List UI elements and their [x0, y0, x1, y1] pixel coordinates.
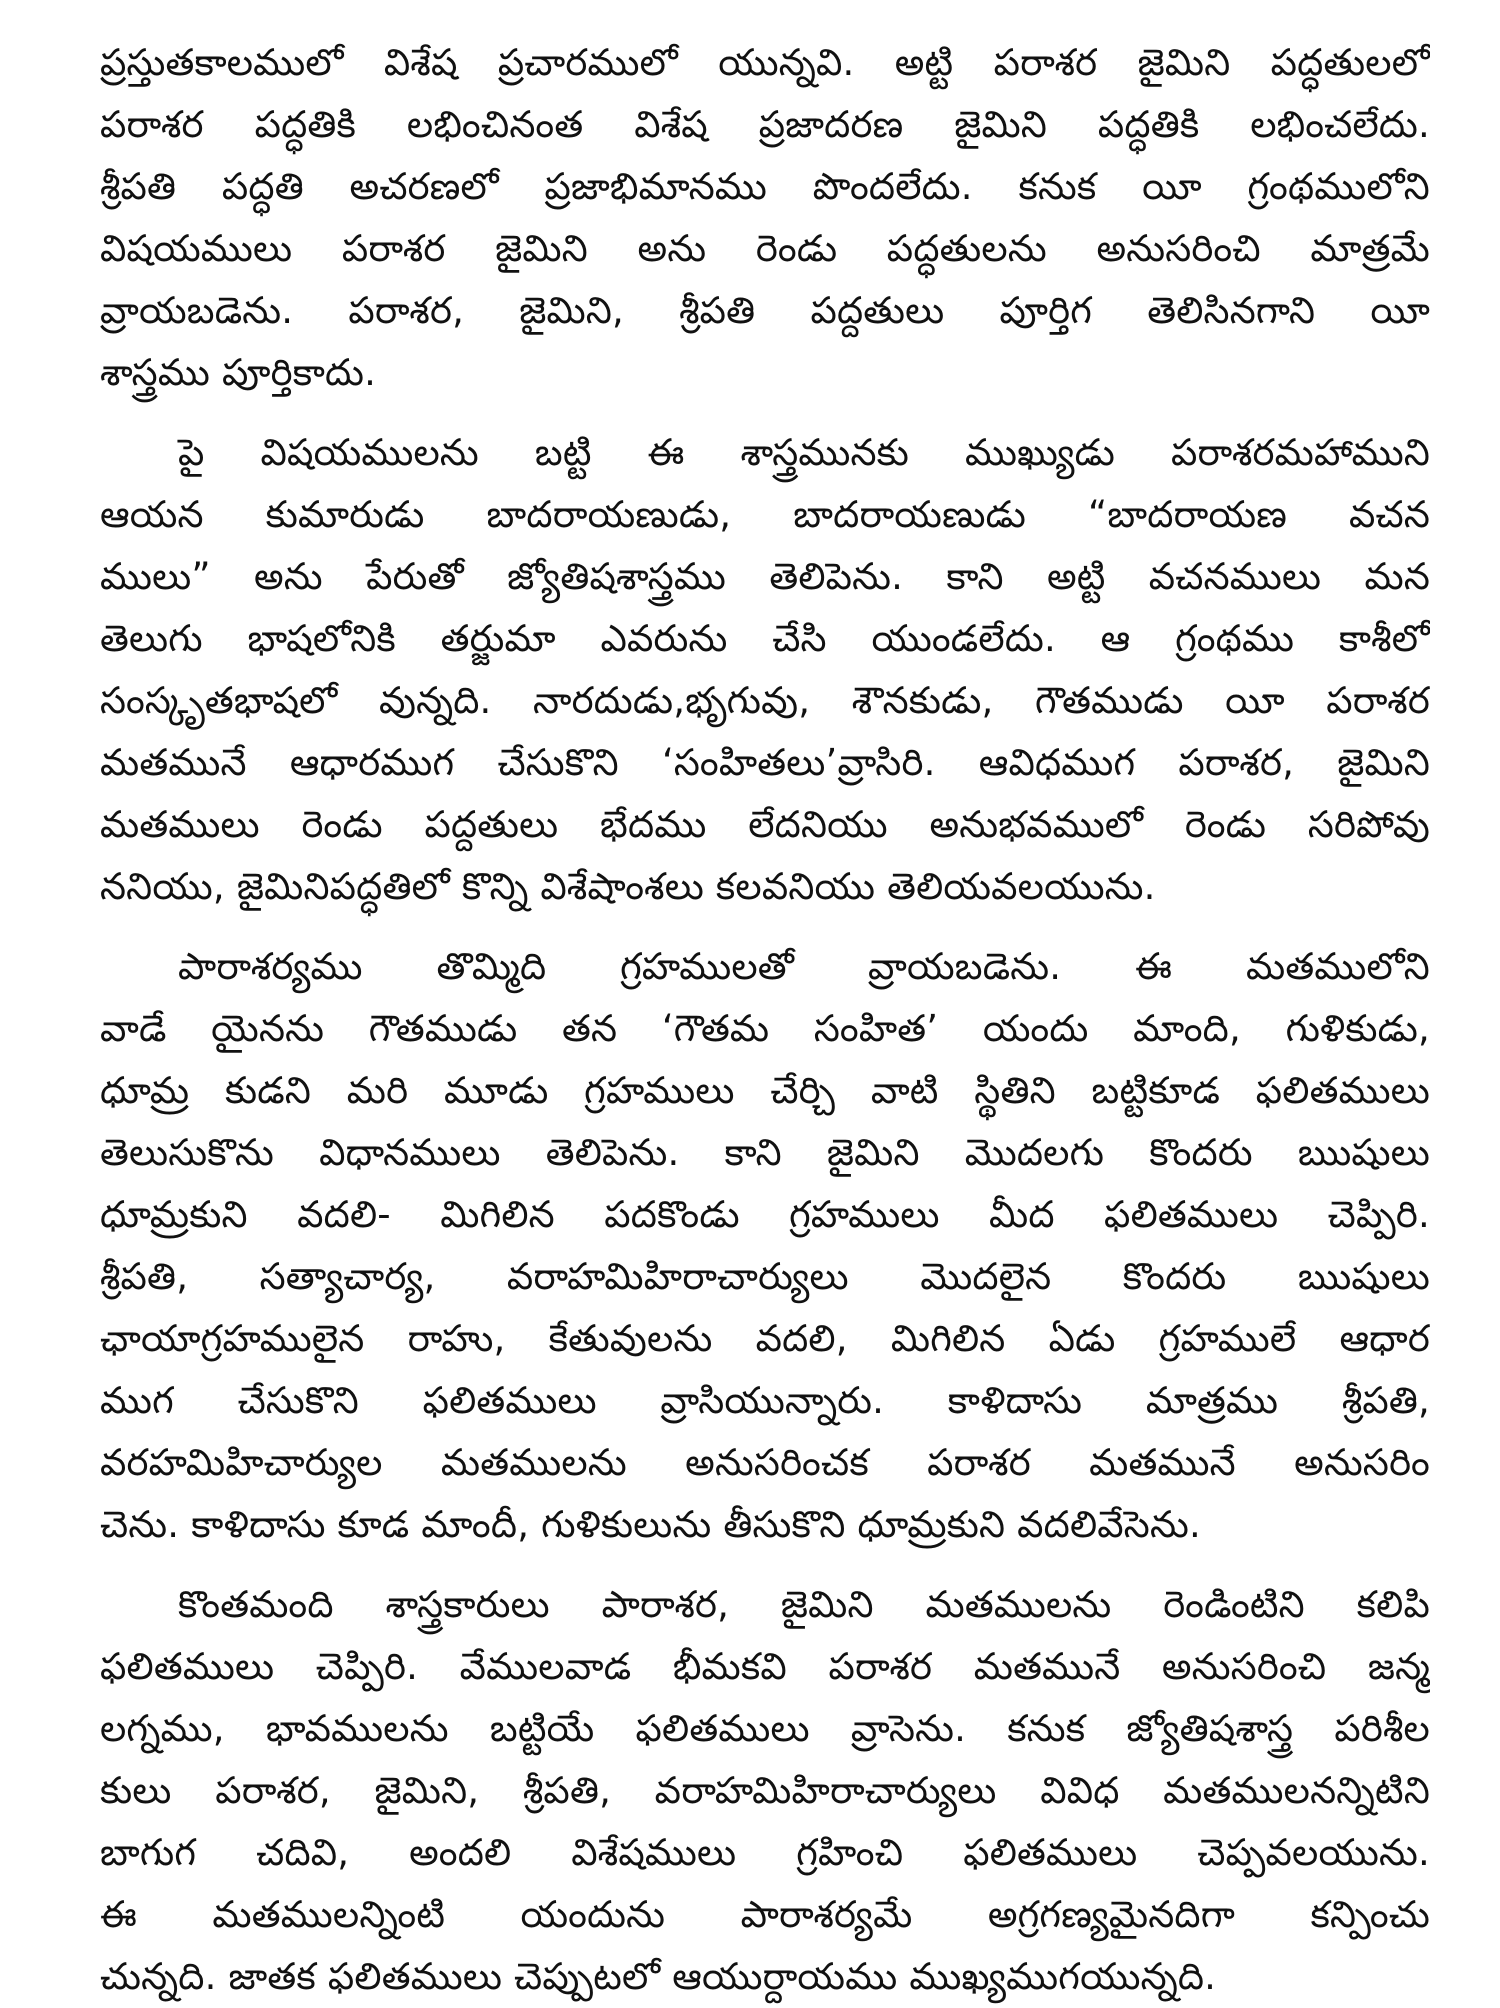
text-line: వరహమిహిచార్యుల మతములను అనుసరించక పరాశర మతమునే అనుసరిం: [100, 1441, 1430, 1484]
text-line: పై విషయములను బట్టి ఈ శాస్త్రమునకు ముఖ్యుడు పరాశరమహాముని: [178, 431, 1430, 474]
text-line: ఫలితములు చెప్పిరి. వేములవాడ భీమకవి పరాశర మతమునే అనుసరించి జన్మ: [100, 1645, 1430, 1688]
text-line: పరాశర పద్ధతికి లభించినంత విశేష ప్రజాదరణ జైమిని పద్ధతికి లభించలేదు.: [100, 103, 1430, 146]
text-line: ననియు, జైమినిపద్ధతిలో కొన్ని విశేషాంశలు కలవనియు తెలియవలయును.: [100, 865, 1156, 908]
text-line: ధూమ్ర కుడని మరి మూడు గ్రహములు చేర్చి వాటి స్థితిని బట్టికూడ ఫలితములు: [100, 1069, 1430, 1112]
text-line: లగ్నము, భావములను బట్టియే ఫలితములు వ్రాసెను. కనుక జ్యోతిషశాస్త్ర పరిశీల: [100, 1707, 1430, 1750]
text-line: పారాశర్యము తొమ్మిది గ్రహములతో వ్రాయబడెను. ఈ మతములోని: [178, 945, 1430, 988]
text-line: చున్నది. జాతక ఫలితములు చెప్పుటలో ఆయుర్దాయము ముఖ్యముగయున్నది.: [100, 1955, 1217, 1998]
text-line: ఆయన కుమారుడు బాదరాయణుడు, బాదరాయణుడు “బాదరాయణ వచన: [100, 493, 1430, 536]
text-line: వ్రాయబడెను. పరాశర, జైమిని, శ్రీపతి పద్దతులు పూర్తిగ తెలిసినగాని యీ: [100, 289, 1430, 332]
text-line: శ్రీపతి, సత్యాచార్య, వరాహమిహిరాచార్యులు మొదలైన కొందరు ఋషులు: [100, 1255, 1430, 1298]
text-line: విషయములు పరాశర జైమిని అను రెండు పద్ధతులను అనుసరించి మాత్రమే: [100, 227, 1430, 270]
paragraph-3: [100, 936, 1430, 1556]
text-line: ముగ చేసుకొని ఫలితములు వ్రాసియున్నారు. కాళిదాసు మాత్రము శ్రీపతి,: [100, 1379, 1430, 1422]
text-line: బాగుగ చదివి, అందలి విశేషములు గ్రహించి ఫలితములు చెప్పవలయును.: [100, 1831, 1430, 1874]
text-line: తెలుగు భాషలోనికి తర్జుమా ఎవరును చేసి యుండలేదు. ఆ గ్రంథము కాశీలో: [100, 617, 1430, 660]
text-line: కులు పరాశర, జైమిని, శ్రీపతి, వరాహమిహిరాచార్యులు వివిధ మతములనన్నిటిని: [100, 1769, 1430, 1812]
paragraph-2: [100, 422, 1430, 918]
text-line: చెను. కాళిదాసు కూడ మాందీ, గుళికులును తీసుకొని ధూమ్రకుని వదలివేసెను.: [100, 1503, 1201, 1546]
text-line: వాడే యైనను గౌతముడు తన ‘గౌతమ సంహిత’ యందు మాంది, గుళికుడు,: [100, 1007, 1430, 1050]
text-line: సంస్కృతభాషలో వున్నది. నారదుడు,భృగువు, శౌనకుడు, గౌతముడు యీ పరాశర: [100, 679, 1430, 722]
text-line: ఛాయాగ్రహములైన రాహు, కేతువులను వదలి, మిగిలిన ఏడు గ్రహములే ఆధార: [100, 1317, 1430, 1360]
text-line: ధూమ్రకుని వదలి- మిగిలిన పదకొండు గ్రహములు మీద ఫలితములు చెప్పిరి.: [100, 1193, 1430, 1236]
text-line: తెలుసుకొను విధానములు తెలిపెను. కాని జైమిని మొదలగు కొందరు ఋషులు: [100, 1131, 1430, 1174]
text-line: ప్రస్తుతకాలములో విశేష ప్రచారములో యున్నవి. అట్టి పరాశర జైమిని పద్ధతులలో: [100, 41, 1430, 84]
paragraph-1: [100, 32, 1430, 404]
text-line: శాస్త్రము పూర్తికాదు.: [100, 351, 377, 394]
text-line: మతమునే ఆధారముగ చేసుకొని ‘సంహితలు’వ్రాసిరి. ఆవిధముగ పరాశర, జైమిని: [100, 741, 1430, 784]
text-line: మతములు రెండు పద్దతులు భేదము లేదనియు అనుభవములో రెండు సరిపోవు: [100, 803, 1430, 846]
text-line: ఈ మతములన్నింటి యందును పారాశర్యమే అగ్రగణ్యమైనదిగా కన్పించు: [100, 1893, 1430, 1936]
paragraph-4: [100, 1574, 1430, 2008]
text-line: శ్రీపతి పద్ధతి అచరణలో ప్రజాభిమానము పొందలేదు. కనుక యీ గ్రంథములోని: [100, 165, 1430, 208]
text-line: ములు” అను పేరుతో జ్యోతిషశాస్త్రము తెలిపెను. కాని అట్టి వచనములు మన: [100, 555, 1430, 598]
text-line: కొంతమంది శాస్త్రకారులు పారాశర, జైమిని మతములను రెండింటిని కలిపి: [178, 1583, 1430, 1626]
